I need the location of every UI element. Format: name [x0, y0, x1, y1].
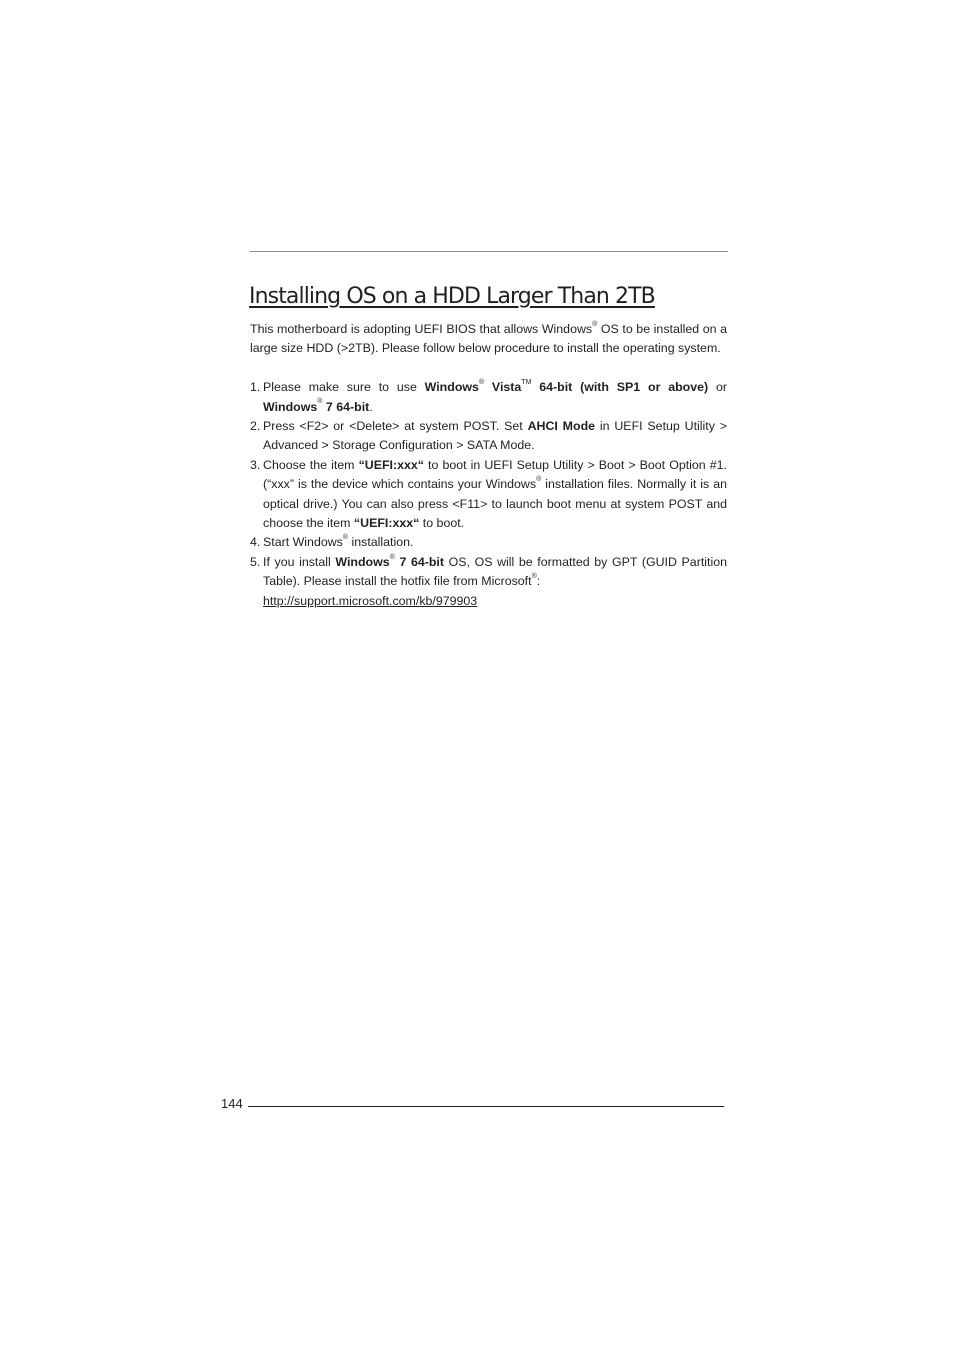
step-5 — [250, 553, 727, 611]
step-number: 4. — [250, 535, 261, 550]
step-3 — [250, 456, 727, 534]
intro-paragraph — [250, 320, 727, 359]
step-text: OS, OS will be formatted by GPT (GUID Partition Table). Please install the hotfix file from Microsoft — [263, 554, 727, 589]
step-text: Start Windows — [263, 535, 343, 550]
step-2 — [250, 417, 727, 456]
registered-mark: ® — [592, 320, 598, 328]
step-bold-text: “UEFI:xxx“ — [353, 516, 420, 531]
procedure-steps — [250, 378, 727, 611]
step-text: Please make sure to use — [263, 380, 425, 395]
footer-divider — [248, 1106, 724, 1107]
step-bold-text: 7 64-bit — [394, 554, 444, 569]
step-text: to boot in UEFI Setup Utility > Boot > Boot Option #1. (“xxx” is the device which contains your Windows — [263, 457, 727, 492]
top-divider — [250, 251, 728, 252]
registered-mark: ® — [531, 573, 537, 581]
step-1 — [250, 378, 727, 417]
step-text: or — [708, 380, 727, 395]
step-text: If you install — [263, 554, 336, 569]
step-bold-text: Windows — [335, 554, 390, 569]
step-bold-text: “UEFI:xxx“ — [358, 457, 424, 472]
step-bold-text: 64-bit (with SP1 or above) — [531, 380, 709, 395]
step-number: 1. — [250, 380, 261, 395]
step-number: 5. — [250, 554, 261, 569]
step-number: 2. — [250, 419, 261, 434]
step-bold-text: Windows — [424, 380, 479, 395]
registered-mark: ® — [478, 379, 485, 387]
hotfix-link[interactable]: http://support.microsoft.com/kb/979903 — [263, 593, 478, 608]
step-text: to boot. — [419, 516, 465, 531]
step-bold-text: Windows — [263, 399, 318, 414]
intro-text-2: OS to be installed on a large size HDD (>2TB). Please follow below procedure to install the operating system. — [250, 322, 727, 356]
step-number: 3. — [250, 457, 261, 472]
page-title: Installing OS on a HDD Larger Than 2TB — [249, 284, 655, 309]
step-text: : — [536, 574, 541, 589]
step-text: in UEFI Setup Utility > Advanced > Storage Configuration > SATA Mode. — [263, 419, 727, 453]
registered-mark: ® — [342, 534, 349, 542]
step-bold-text: Vista — [484, 380, 522, 395]
registered-mark: ® — [317, 398, 323, 406]
registered-mark: ® — [389, 553, 395, 561]
intro-text-1: This motherboard is adopting UEFI BIOS that allows Windows — [250, 322, 593, 336]
step-bold-text: 7 64-bit — [322, 399, 370, 414]
step-4 — [250, 533, 727, 552]
page-number: 144 — [221, 1096, 243, 1111]
step-bold-text: AHCI Mode — [527, 419, 596, 434]
step-text: installation files. Normally it is an optical drive.) You can also press <F11> to launch boot menu at system POST and choose the item — [263, 477, 728, 531]
registered-mark: ® — [536, 476, 542, 484]
page-body — [250, 320, 727, 611]
step-text: Press <F2> or <Delete> at system POST. Set — [263, 419, 528, 434]
step-text: installation. — [348, 535, 414, 550]
trademark-mark: TM — [521, 379, 532, 387]
step-text: . — [369, 399, 373, 414]
step-text: Choose the item — [263, 457, 359, 472]
